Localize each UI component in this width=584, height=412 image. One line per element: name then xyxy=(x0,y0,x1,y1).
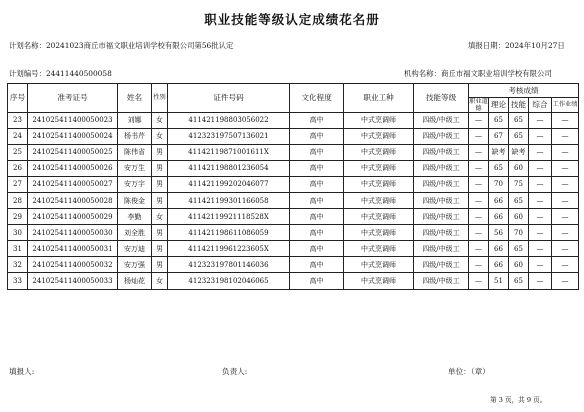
cell-id-number: 411421199202046077 xyxy=(168,176,290,192)
cell-ethics: — xyxy=(469,144,489,160)
cell-ethics: — xyxy=(469,257,489,273)
cell-id-number: 412323197507136021 xyxy=(168,128,290,144)
header-row xyxy=(8,84,579,98)
table-row xyxy=(8,273,579,289)
cell-theory: 66 xyxy=(489,192,509,208)
cell-name: 安万生 xyxy=(118,160,152,176)
cell-gender: 女 xyxy=(152,128,168,144)
cell-occupation: 中式烹调师 xyxy=(344,273,414,289)
cell-overall: — xyxy=(529,128,552,144)
table-row xyxy=(8,241,579,257)
cell-skill: 65 xyxy=(509,192,529,208)
cell-name: 刘娜 xyxy=(118,112,152,128)
header-level: 技能等级 xyxy=(414,84,469,113)
page-title: 职业技能等级认定成绩花名册 xyxy=(204,12,380,27)
cell-gender: 男 xyxy=(152,257,168,273)
cell-seq: 26 xyxy=(8,160,28,176)
cell-occupation: 中式烹调师 xyxy=(344,176,414,192)
cell-ethics: — xyxy=(469,112,489,128)
unit-stamp-label: 单位：（章） xyxy=(448,367,490,376)
cell-performance: — xyxy=(552,160,579,176)
cell-education: 高中 xyxy=(290,128,344,144)
cell-ticket: 241025411400050030 xyxy=(28,225,118,241)
cell-theory: 66 xyxy=(489,257,509,273)
cell-skill: 65 xyxy=(509,241,529,257)
cell-name: 安万强 xyxy=(118,257,152,273)
header-performance: 工作业绩 xyxy=(552,97,579,112)
header-ethics: 职业道德 xyxy=(469,97,488,112)
cell-overall: — xyxy=(529,209,552,225)
cell-seq: 28 xyxy=(8,192,28,208)
cell-occupation: 中式烹调师 xyxy=(344,209,414,225)
cell-overall: — xyxy=(529,257,552,273)
cell-ticket: 241025411400050031 xyxy=(28,241,118,257)
cell-ticket: 241025411400050028 xyxy=(28,192,118,208)
cell-gender: 男 xyxy=(152,225,168,241)
cell-level: 四级/中级工 xyxy=(414,112,469,128)
table-row xyxy=(8,257,579,273)
cell-ethics: — xyxy=(469,241,489,257)
header-ticket: 准考证号 xyxy=(28,84,118,113)
cell-name: 杨灿花 xyxy=(118,273,152,289)
cell-seq: 32 xyxy=(8,257,28,273)
cell-skill: 70 xyxy=(509,225,529,241)
cell-occupation: 中式烹调师 xyxy=(344,257,414,273)
cell-performance: — xyxy=(552,257,579,273)
cell-ethics: — xyxy=(469,209,489,225)
cell-level: 四级/中级工 xyxy=(414,176,469,192)
cell-skill: 65 xyxy=(509,112,529,128)
cell-ticket: 241025411400050033 xyxy=(28,273,118,289)
cell-gender: 男 xyxy=(152,176,168,192)
cell-ticket: 241025411400050025 xyxy=(28,144,118,160)
cell-name: 陈俊金 xyxy=(118,192,152,208)
cell-name: 安万迪 xyxy=(118,241,152,257)
header-id-number: 证件号码 xyxy=(168,84,290,113)
cell-overall: — xyxy=(529,192,552,208)
organization-name: 机构名称：商丘市福文职业培训学校有限公司 xyxy=(404,69,552,78)
cell-performance: — xyxy=(552,112,579,128)
cell-occupation: 中式烹调师 xyxy=(344,192,414,208)
cell-id-number: 411421198801236054 xyxy=(168,160,290,176)
cell-id-number: 411421199301166058 xyxy=(168,192,290,208)
cell-skill: 缺考 xyxy=(509,144,529,160)
cell-id-number: 412323197801146036 xyxy=(168,257,290,273)
cell-education: 高中 xyxy=(290,257,344,273)
cell-id-number: 412323198102046065 xyxy=(168,273,290,289)
cell-theory: 65 xyxy=(489,160,509,176)
cell-ticket: 241025411400050023 xyxy=(28,112,118,128)
cell-seq: 33 xyxy=(8,273,28,289)
cell-level: 四级/中级工 xyxy=(414,241,469,257)
cell-theory: 51 xyxy=(489,273,509,289)
cell-level: 四级/中级工 xyxy=(414,160,469,176)
cell-seq: 27 xyxy=(8,176,28,192)
cell-gender: 女 xyxy=(152,209,168,225)
cell-ethics: — xyxy=(469,192,489,208)
page-number: 第 3 页，共 9 页。 xyxy=(490,396,547,404)
cell-gender: 男 xyxy=(152,144,168,160)
cell-skill: 65 xyxy=(509,273,529,289)
cell-performance: — xyxy=(552,241,579,257)
cell-overall: — xyxy=(529,176,552,192)
fill-date: 填报日期：2024年10月27日 xyxy=(468,41,565,50)
cell-id-number: 411421198611086059 xyxy=(168,225,290,241)
header-overall: 综合 xyxy=(529,97,552,112)
cell-overall: — xyxy=(529,273,552,289)
header-skill: 技能 xyxy=(509,97,529,112)
table-row xyxy=(8,225,579,241)
table-row xyxy=(8,128,579,144)
cell-seq: 23 xyxy=(8,112,28,128)
cell-level: 四级/中级工 xyxy=(414,192,469,208)
cell-theory: 66 xyxy=(489,209,509,225)
cell-ethics: — xyxy=(469,128,489,144)
cell-theory: 56 xyxy=(489,225,509,241)
cell-id-number: 41142119921118528X xyxy=(168,209,290,225)
cell-performance: — xyxy=(552,144,579,160)
cell-education: 高中 xyxy=(290,176,344,192)
cell-performance: — xyxy=(552,176,579,192)
cell-name: 李勤 xyxy=(118,209,152,225)
cell-education: 高中 xyxy=(290,112,344,128)
header-scores: 考核成绩 xyxy=(469,84,579,98)
cell-theory: 67 xyxy=(489,128,509,144)
cell-overall: — xyxy=(529,225,552,241)
cell-overall: — xyxy=(529,112,552,128)
cell-gender: 男 xyxy=(152,241,168,257)
table-row xyxy=(8,176,579,192)
cell-overall: — xyxy=(529,160,552,176)
cell-level: 四级/中级工 xyxy=(414,144,469,160)
cell-education: 高中 xyxy=(290,225,344,241)
cell-occupation: 中式烹调师 xyxy=(344,144,414,160)
header-seq: 序号 xyxy=(8,84,28,113)
cell-id-number: 411421198803056022 xyxy=(168,112,290,128)
cell-id-number: 41142119871001611X xyxy=(168,144,290,160)
cell-seq: 24 xyxy=(8,128,28,144)
cell-education: 高中 xyxy=(290,160,344,176)
cell-skill: 75 xyxy=(509,176,529,192)
cell-theory: 缺考 xyxy=(489,144,509,160)
cell-performance: — xyxy=(552,209,579,225)
cell-skill: 60 xyxy=(509,257,529,273)
filler-label: 填报人: xyxy=(9,367,35,376)
cell-theory: 66 xyxy=(489,241,509,257)
cell-gender: 女 xyxy=(152,112,168,128)
cell-level: 四级/中级工 xyxy=(414,225,469,241)
cell-name: 杨书芹 xyxy=(118,128,152,144)
cell-occupation: 中式烹调师 xyxy=(344,112,414,128)
roster-body xyxy=(8,112,579,289)
header-theory: 理论 xyxy=(489,97,509,112)
cell-level: 四级/中级工 xyxy=(414,209,469,225)
cell-performance: — xyxy=(552,192,579,208)
cell-ethics: — xyxy=(469,176,489,192)
cell-ethics: — xyxy=(469,273,489,289)
cell-skill: 65 xyxy=(509,128,529,144)
cell-theory: 65 xyxy=(489,112,509,128)
cell-occupation: 中式烹调师 xyxy=(344,160,414,176)
cell-education: 高中 xyxy=(290,144,344,160)
cell-name: 陈伟省 xyxy=(118,144,152,160)
cell-education: 高中 xyxy=(290,273,344,289)
cell-gender: 女 xyxy=(152,273,168,289)
header-name: 姓名 xyxy=(118,84,152,113)
table-row xyxy=(8,160,579,176)
cell-performance: — xyxy=(552,128,579,144)
cell-name: 安万宇 xyxy=(118,176,152,192)
cell-performance: — xyxy=(552,225,579,241)
cell-gender: 男 xyxy=(152,160,168,176)
cell-overall: — xyxy=(529,241,552,257)
cell-ethics: — xyxy=(469,160,489,176)
cell-education: 高中 xyxy=(290,209,344,225)
cell-seq: 29 xyxy=(8,209,28,225)
header-gender: 性别 xyxy=(152,84,168,113)
header-occupation: 职业工种 xyxy=(344,84,414,113)
cell-id-number: 41142119961223605X xyxy=(168,241,290,257)
cell-skill: 60 xyxy=(509,160,529,176)
plan-number: 计划编号：24411440500058 xyxy=(9,69,112,78)
cell-level: 四级/中级工 xyxy=(414,257,469,273)
cell-level: 四级/中级工 xyxy=(414,273,469,289)
cell-skill: 60 xyxy=(509,209,529,225)
cell-level: 四级/中级工 xyxy=(414,128,469,144)
table-row xyxy=(8,112,579,128)
cell-education: 高中 xyxy=(290,192,344,208)
plan-name: 计划名称：20241023商丘市福文职业培训学校有限公司第56批认定 xyxy=(9,41,234,50)
table-row xyxy=(8,209,579,225)
header-education: 文化程度 xyxy=(290,84,344,113)
cell-ticket: 241025411400050024 xyxy=(28,128,118,144)
table-row xyxy=(8,144,579,160)
cell-name: 刘全胜 xyxy=(118,225,152,241)
score-roster-table xyxy=(7,83,579,290)
cell-ethics: — xyxy=(469,225,489,241)
cell-ticket: 241025411400050026 xyxy=(28,160,118,176)
cell-performance: — xyxy=(552,273,579,289)
cell-ticket: 241025411400050029 xyxy=(28,209,118,225)
cell-occupation: 中式烹调师 xyxy=(344,241,414,257)
responsible-label: 负责人: xyxy=(222,367,248,376)
cell-gender: 男 xyxy=(152,192,168,208)
cell-seq: 31 xyxy=(8,241,28,257)
cell-occupation: 中式烹调师 xyxy=(344,225,414,241)
cell-occupation: 中式烹调师 xyxy=(344,128,414,144)
cell-ticket: 241025411400050027 xyxy=(28,176,118,192)
cell-theory: 70 xyxy=(489,176,509,192)
cell-education: 高中 xyxy=(290,241,344,257)
cell-seq: 25 xyxy=(8,144,28,160)
cell-seq: 30 xyxy=(8,225,28,241)
cell-ticket: 241025411400050032 xyxy=(28,257,118,273)
table-row xyxy=(8,192,579,208)
cell-overall: — xyxy=(529,144,552,160)
